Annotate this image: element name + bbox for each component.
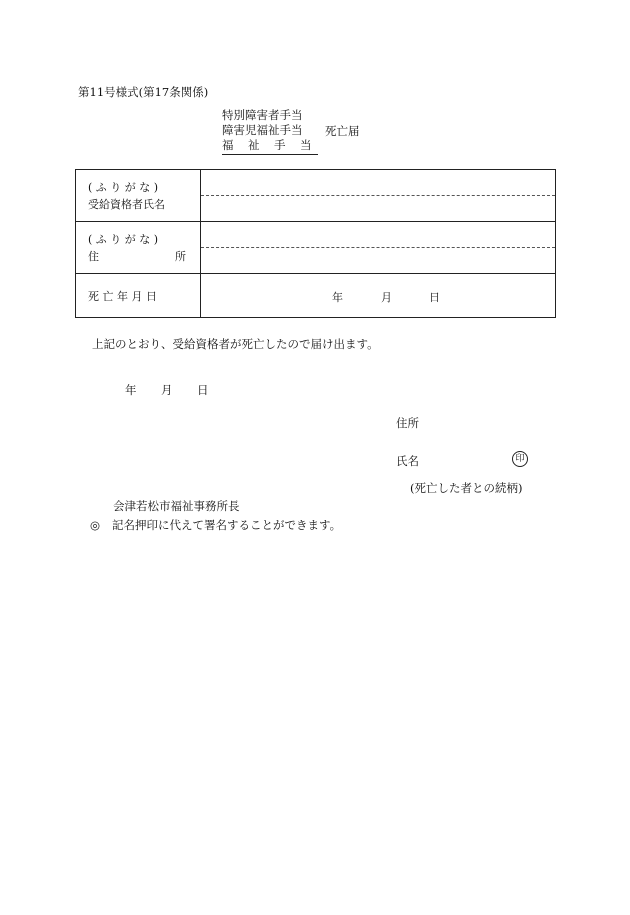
address-field[interactable] [201,248,555,273]
address-input-cell[interactable] [201,222,556,274]
death-date-field[interactable] [201,274,556,318]
death-date-label: 死 亡 年 月 日 [76,274,201,318]
recipient-name-label-cell [76,170,201,222]
furigana-label: ( ふ り が な ) [88,232,159,246]
death-year-unit: 年 [332,291,343,304]
title-line-3-char: 福 [222,138,234,152]
seal-icon: 印 [512,451,528,467]
death-day-unit: 日 [429,291,440,304]
title-line-1: 特別障害者手当 [222,108,303,122]
submit-year-unit: 年 [125,383,137,397]
table-row-recipient-name [76,170,556,222]
applicant-address-label: 住所 [396,416,419,430]
recipient-name-furigana-field[interactable] [201,170,555,196]
address-label-cell [76,222,201,274]
death-month-unit: 月 [381,291,392,304]
title-suffix: 死亡届 [325,124,360,138]
address-label-right: 所 [175,249,186,263]
recipient-name-input-cell[interactable] [201,170,556,222]
title-line-3-char: 当 [300,138,312,152]
title-line-3-char: 手 [274,138,286,152]
table-row-address [76,222,556,274]
applicant-name-label: 氏名 [396,454,419,468]
addressee: 会津若松市福祉事務所長 [113,499,240,513]
submit-month-unit: 月 [161,383,173,397]
signature-note [90,517,341,533]
furigana-label: ( ふ り が な ) [88,180,159,194]
notice-text: 上記のとおり、受給資格者が死亡したので届け出ます。 [92,337,379,351]
recipient-name-label: 受給資格者氏名 [88,197,165,211]
signature-note-text: 記名押印に代えて署名することができます。 [112,518,342,532]
address-label-left: 住 [88,249,99,263]
form-title [222,108,318,155]
recipient-name-field[interactable] [201,196,555,221]
double-circle-icon: ◎ [90,518,101,532]
relation-label: (死亡した者との続柄) [410,481,523,495]
form-table [75,169,556,318]
title-line-3 [222,138,318,155]
title-line-3-char: 祉 [248,138,260,152]
form-number: 第11号様式(第17条関係) [78,85,209,99]
address-furigana-field[interactable] [201,222,555,248]
address-label [88,248,200,265]
table-row-death-date [76,274,556,318]
submit-day-unit: 日 [197,383,209,397]
title-line-2: 障害児福祉手当 [222,123,303,137]
